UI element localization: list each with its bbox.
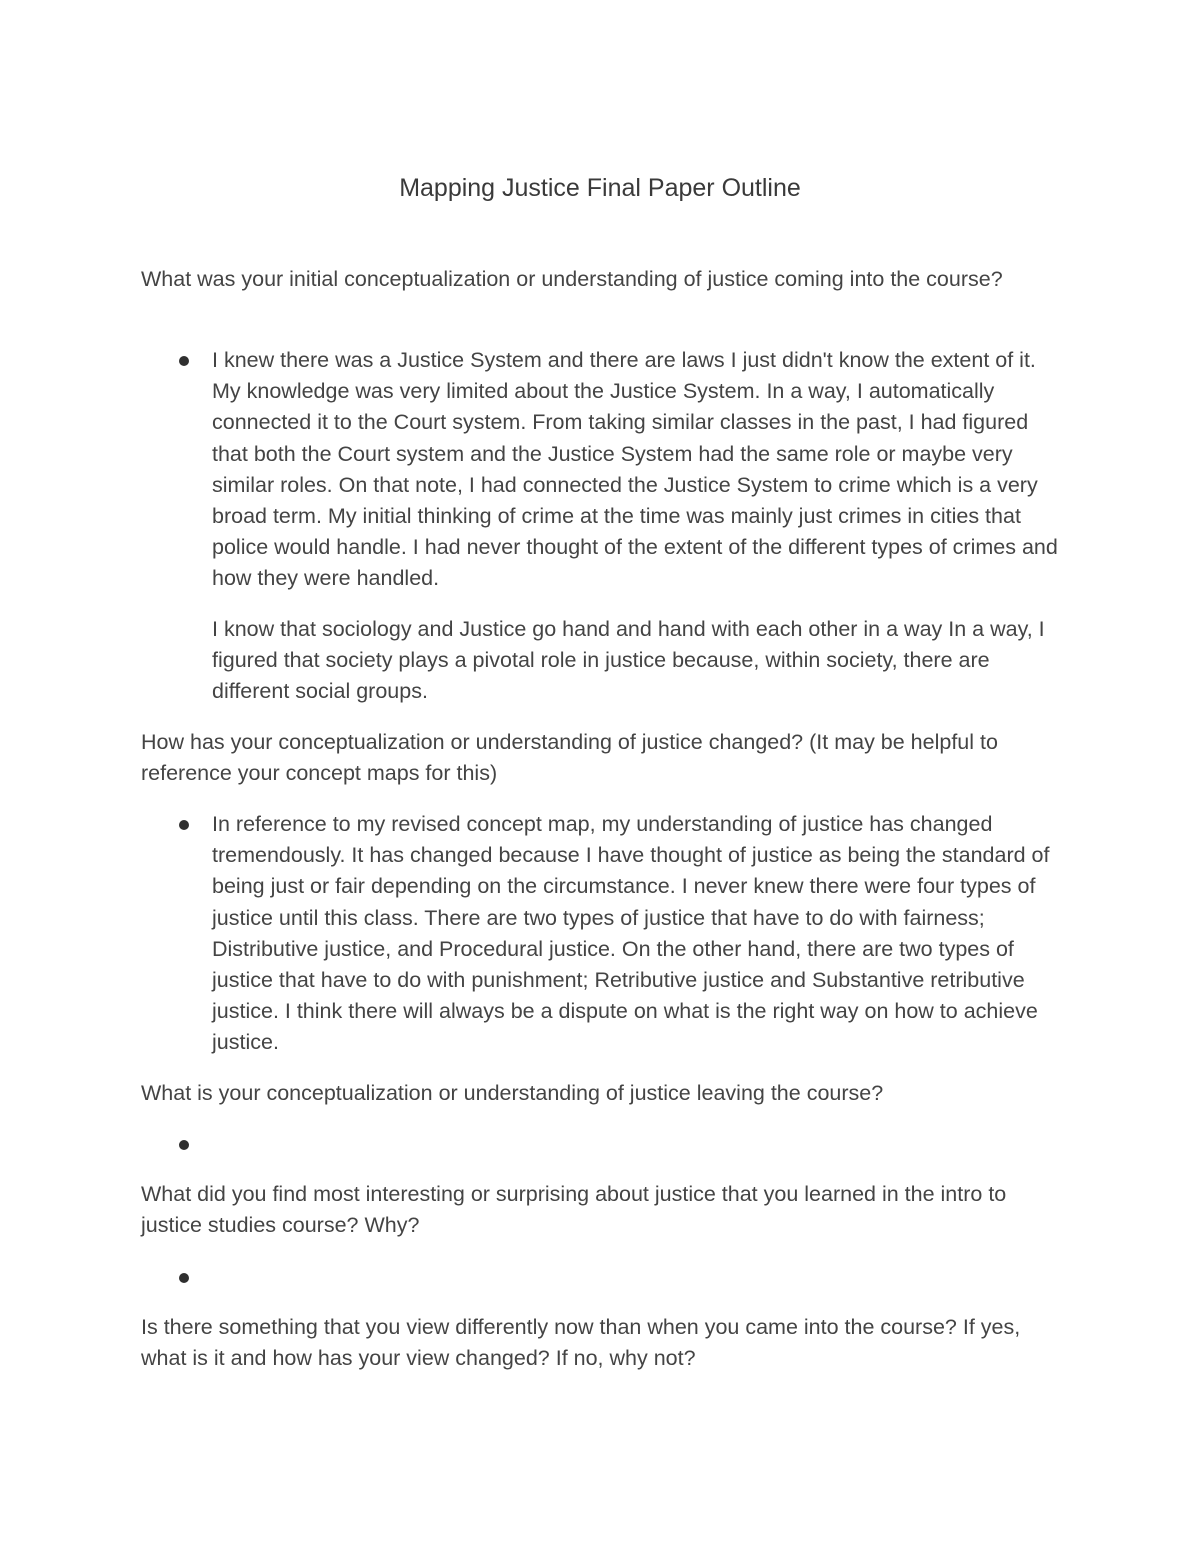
bullet-icon <box>179 820 189 830</box>
answer-paragraph: I know that sociology and Justice go hand and hand with each other in a way In a way, I figured that society plays a pivotal role in justice because, within society, there are different social groups. <box>212 617 1045 704</box>
question-4 <box>141 1179 1061 1241</box>
question-text: Is there something that you view differently now than when you came into the course? If yes, what is it and how has your view changed? If no, why not? <box>141 1315 1021 1371</box>
answer-paragraph: I knew there was a Justice System and there are laws I just didn't know the extent of it. My knowledge was very limited about the Justice System. In a way, I automatically connected it to the Court system. From taking similar classes in the past, I had figured that both the Court system and the Justice System had the same role or maybe very similar roles. On that note, I had connected the Justice System to crime which is a very broad term. My initial thinking of crime at the time was mainly just crimes in cities that police would handle. I had never thought of the extent of the different types of crimes and how they were handled. <box>212 348 1058 591</box>
document-title: Mapping Justice Final Paper Outline <box>399 174 801 202</box>
question-2 <box>141 727 1061 789</box>
question-text: What is your conceptualization or understanding of justice leaving the course? <box>141 1081 884 1105</box>
bullet-icon <box>179 1273 189 1283</box>
question-1 <box>141 264 1061 295</box>
bullet-icon <box>179 356 189 366</box>
question-text: What was your initial conceptualization or understanding of justice coming into the course? <box>141 267 1003 291</box>
question-3 <box>141 1078 1061 1109</box>
question-text: How has your conceptualization or understanding of justice changed? (It may be helpful to reference your concept maps for this) <box>141 730 998 786</box>
answer-paragraph: In reference to my revised concept map, my understanding of justice has changed tremendously. It has changed because I have thought of justice as being the standard of being just or fair depending on the circumstance. I never knew there were four types of justice until this class. There are two types of justice that have to do with fairness; Distributive justice, and Procedural justice. On the other hand, there are two types of justice that have to do with punishment; Retributive justice and Substantive retributive justice. I think there will always be a dispute on what is the right way on how to achieve justice. <box>212 812 1050 1055</box>
bullet-icon <box>179 1140 189 1150</box>
question-text: What did you find most interesting or surprising about justice that you learned in the intro to justice studies course? Why? <box>141 1182 1007 1238</box>
question-5 <box>141 1312 1061 1374</box>
